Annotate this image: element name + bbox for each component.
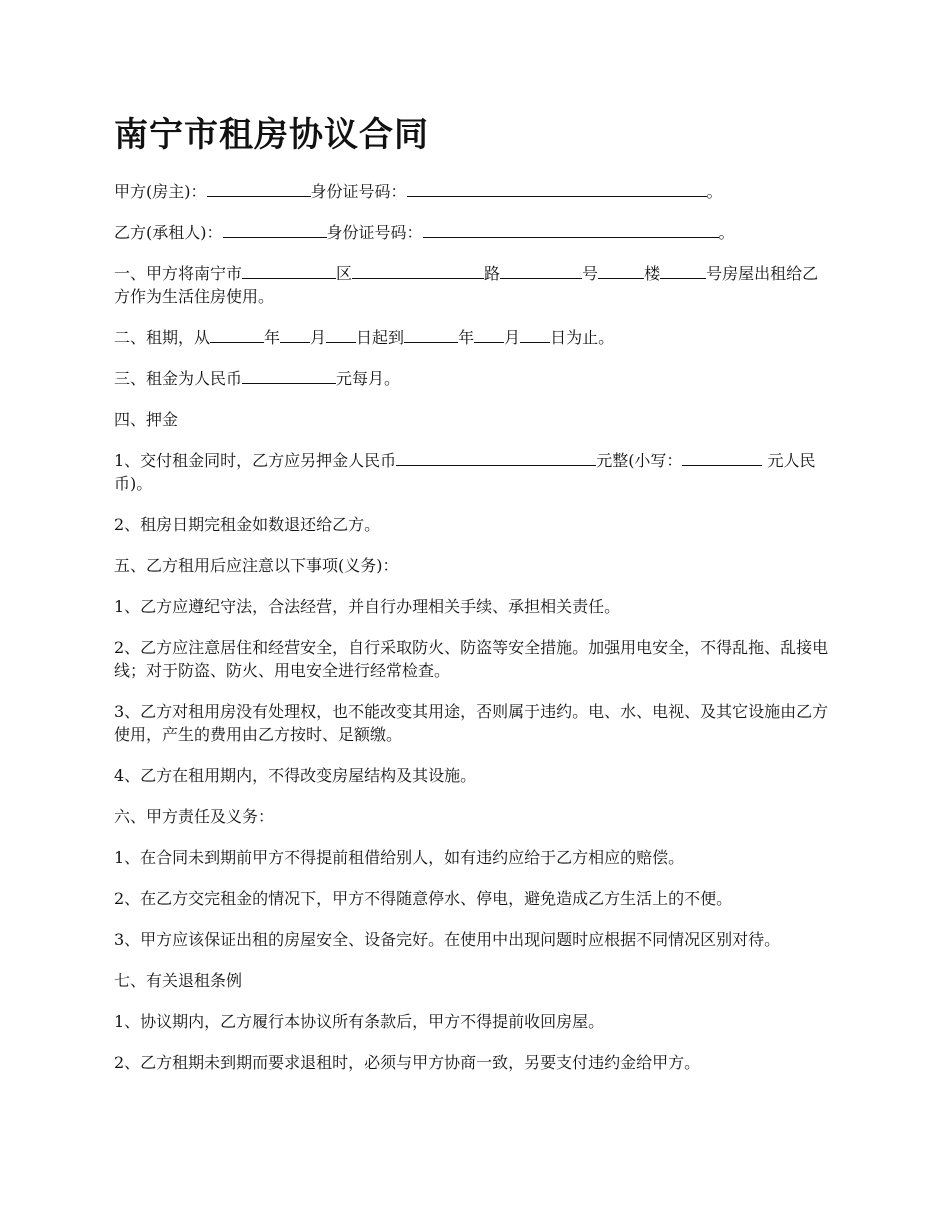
year-label: 年 <box>264 328 281 347</box>
end-day-blank[interactable] <box>520 327 550 343</box>
district-blank[interactable] <box>242 263 336 279</box>
deposit-amount-blank[interactable] <box>396 450 596 466</box>
rent-blank[interactable] <box>242 368 336 384</box>
start-month-blank[interactable] <box>280 327 310 343</box>
deposit-prefix: 1、交付租金同时，乙方应另押金人民币 <box>114 451 397 470</box>
end-mark: 。 <box>718 223 735 242</box>
road-blank[interactable] <box>352 263 484 279</box>
list-item: 1、在合同未到期前甲方不得提前租借给别人，如有违约应给于乙方相应的赔偿。 <box>114 848 685 867</box>
deposit-end: 元人民币)。 <box>114 451 816 493</box>
section-7-heading: 七、有关退租条例 <box>114 971 243 990</box>
list-item: 4、乙方在租用期内，不得改变房屋结构及其设施。 <box>114 766 477 785</box>
landlord-label: 甲方(房主)： <box>114 182 207 201</box>
list-item: 2、乙方应注意居住和经营安全，自行采取防火、防盗等安全措施。加强用电安全，不得乱拖、乱接电线；对于防盗、防火、用电安全进行经常检查。 <box>114 638 829 680</box>
clause-2 <box>114 326 832 349</box>
section-5-heading: 五、乙方租用后应注意以下事项(义务)： <box>114 556 399 575</box>
clause-1-suffix: 号房屋出租给乙方作为生活住房使用。 <box>114 264 819 306</box>
room-blank[interactable] <box>660 263 706 279</box>
road-label: 路 <box>484 264 501 283</box>
district-label: 区 <box>336 264 353 283</box>
day-to-label: 日起到 <box>356 328 405 347</box>
clause-3-suffix: 元每月。 <box>336 369 401 388</box>
tenant-name-blank[interactable] <box>223 222 327 238</box>
start-year-blank[interactable] <box>210 327 264 343</box>
deposit-numeric-blank[interactable] <box>682 450 762 466</box>
end-month-blank[interactable] <box>474 327 504 343</box>
end-mark: 。 <box>706 182 723 201</box>
document-body <box>114 180 832 1074</box>
month-label-2: 月 <box>504 328 521 347</box>
document-title: 南宁市租房协议合同 <box>114 115 429 155</box>
landlord-line <box>114 180 832 203</box>
clause-1-prefix: 一、甲方将南宁市 <box>114 264 243 283</box>
tenant-id-label: 身份证号码： <box>326 223 423 242</box>
start-day-blank[interactable] <box>326 327 356 343</box>
number-label: 号 <box>582 264 599 283</box>
building-blank[interactable] <box>598 263 644 279</box>
list-item: 2、乙方租期未到期而要求退租时，必须与甲方协商一致，另要支付违约金给甲方。 <box>114 1053 701 1072</box>
building-label: 楼 <box>644 264 661 283</box>
list-item: 3、乙方对租用房没有处理权，也不能改变其用途，否则属于违约。电、水、电视、及其它设施由乙方使用，产生的费用由乙方按时、足额缴。 <box>114 702 829 744</box>
list-item: 1、协议期内，乙方履行本协议所有条款后，甲方不得提前收回房屋。 <box>114 1012 605 1031</box>
landlord-id-label: 身份证号码： <box>310 182 407 201</box>
tenant-id-blank[interactable] <box>423 222 719 238</box>
section-4-heading: 四、押金 <box>114 410 179 429</box>
month-label: 月 <box>310 328 327 347</box>
tenant-line <box>114 221 832 244</box>
landlord-id-blank[interactable] <box>407 181 707 197</box>
list-item: 2、在乙方交完租金的情况下，甲方不得随意停水、停电，避免造成乙方生活上的不便。 <box>114 889 733 908</box>
list-item: 3、甲方应该保证出租的房屋安全、设备完好。在使用中出现问题时应根据不同情况区别对待。 <box>114 930 781 949</box>
clause-2-prefix: 二、租期，从 <box>114 328 211 347</box>
year-label-2: 年 <box>458 328 475 347</box>
tenant-label: 乙方(承租人)： <box>114 223 223 242</box>
deposit-mid: 元整(小写： <box>596 451 683 470</box>
clause-1 <box>114 262 832 308</box>
landlord-name-blank[interactable] <box>207 181 311 197</box>
clause-3-prefix: 三、租金为人民币 <box>114 369 243 388</box>
list-item: 1、乙方应遵纪守法，合法经营，并自行办理相关手续、承担相关责任。 <box>114 597 621 616</box>
clause-3 <box>114 367 832 390</box>
deposit-refund-clause: 2、租房日期完租金如数退还给乙方。 <box>114 515 381 534</box>
section-6-heading: 六、甲方责任及义务： <box>114 807 275 826</box>
day-end-label: 日为止。 <box>550 328 615 347</box>
deposit-clause <box>114 449 832 495</box>
number-blank[interactable] <box>500 263 582 279</box>
end-year-blank[interactable] <box>404 327 458 343</box>
